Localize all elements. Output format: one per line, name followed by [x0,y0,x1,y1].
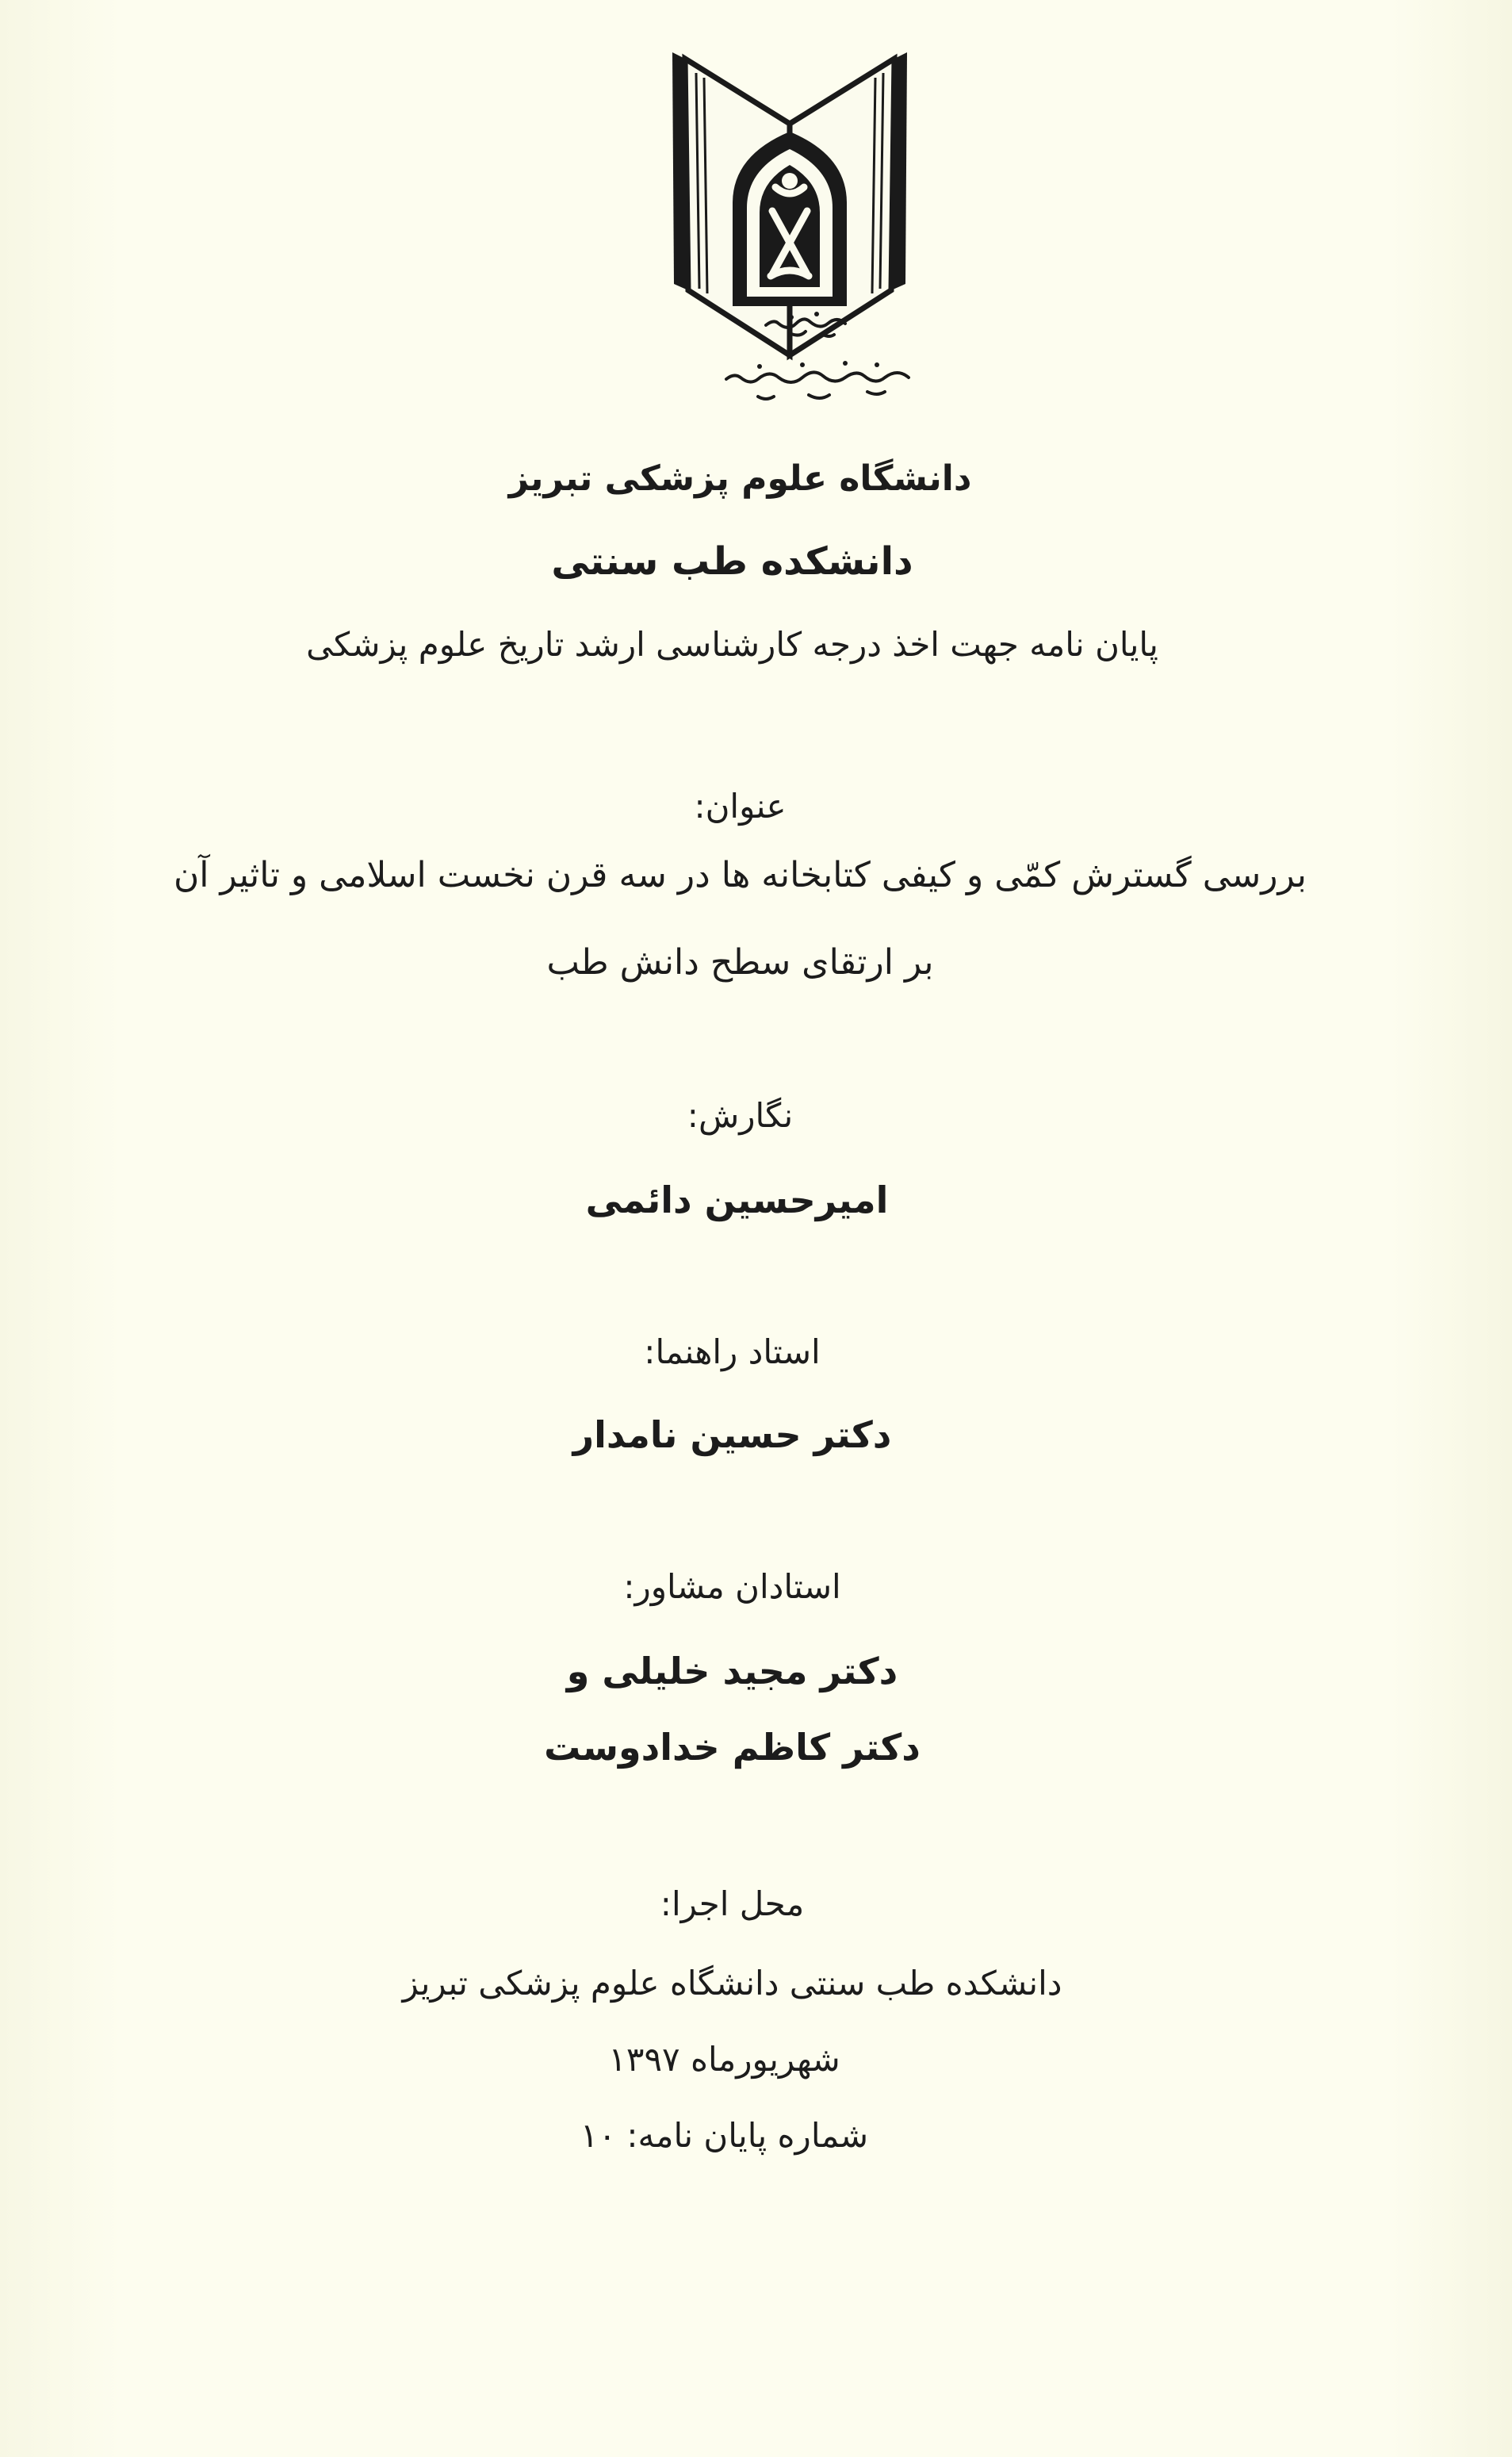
university-logo [647,44,932,409]
advisor-name-2: دکتر کاظم خدادوست [544,1726,921,1769]
supervisor-name: دکتر حسین نامدار [572,1413,892,1456]
university-name: دانشگاه علوم پزشکی تبریز [508,458,972,499]
venue-place: دانشکده طب سنتی دانشگاه علوم پزشکی تبریز [402,1964,1062,2003]
venue-label: محل اجرا: [660,1884,805,1923]
advisor-name-1: دکتر مجید خلیلی و [566,1650,898,1692]
thesis-number: شماره پایان نامه: ۱۰ [580,2116,869,2155]
supervisor-label: استاد راهنما: [644,1332,821,1371]
thesis-title-line-2: بر ارتقای سطح دانش طب [546,942,934,983]
thesis-title-line-1: بررسی گسترش کمّی و کیفی کتابخانه ها در سه قرن نخست اسلامی و تاثیر آن [173,855,1307,895]
title-label: عنوان: [694,787,787,826]
thesis-statement: پایان نامه جهت اخذ درجه کارشناسی ارشد تاریخ علوم پزشکی [306,625,1158,664]
thesis-date: شهریورماه ۱۳۹۷ [608,2040,840,2079]
author-name: امیرحسین دائمی [585,1179,889,1221]
advisors-label: استادان مشاور: [623,1567,841,1606]
author-label: نگارش: [687,1096,794,1135]
faculty-name: دانشکده طب سنتی [551,539,913,584]
